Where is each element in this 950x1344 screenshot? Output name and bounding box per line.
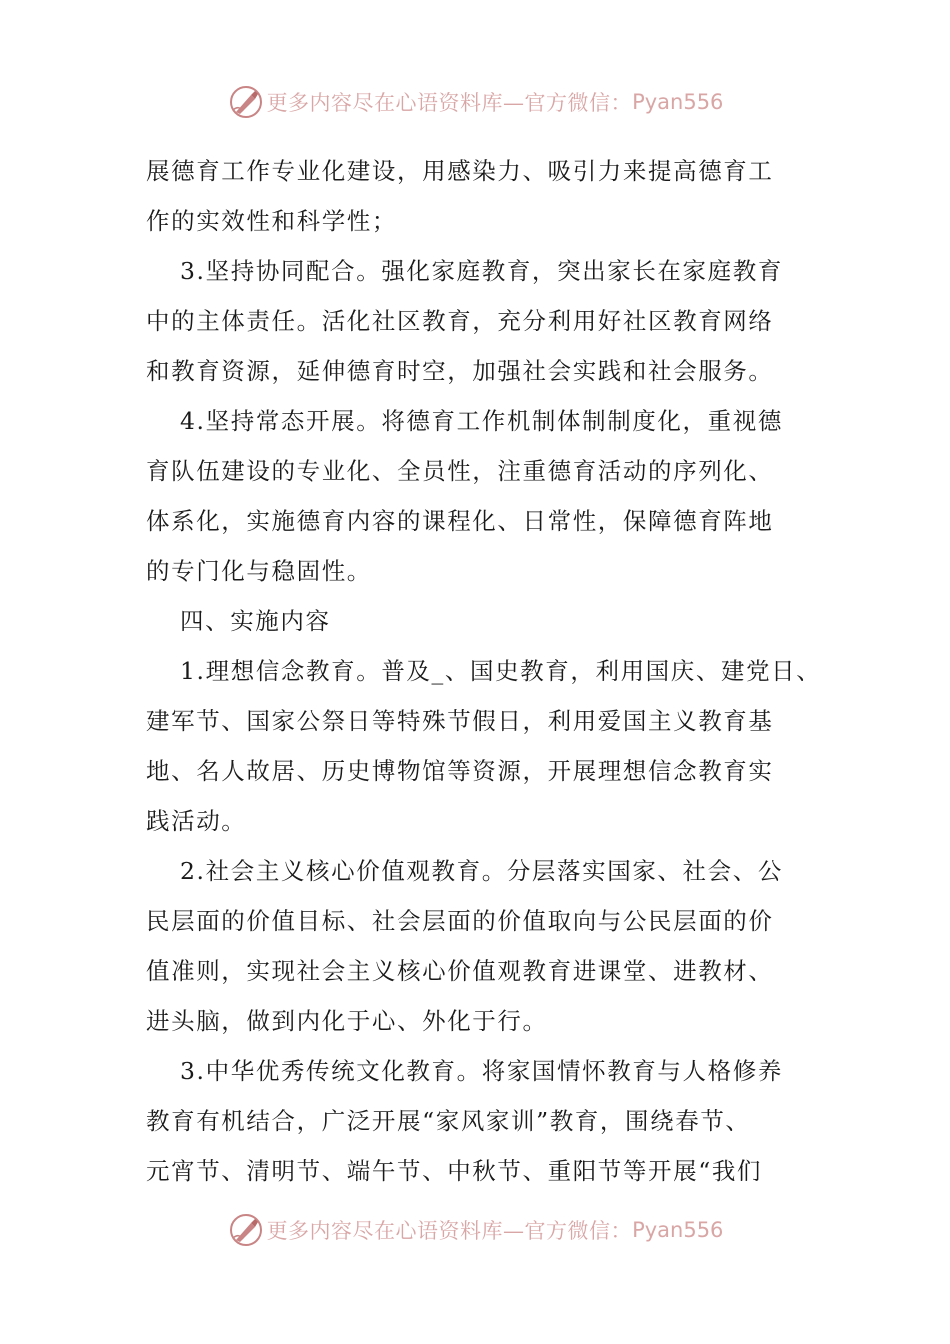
banner-text: 更多内容尽在心语资料库—官方微信： xyxy=(266,91,633,115)
text-line: 进头脑，做到内化于心、外化于行。 xyxy=(146,1007,548,1035)
banner-text: 更多内容尽在心语资料库—官方微信： xyxy=(266,1219,633,1243)
text-line: 中的主体责任。活化社区教育，充分利用好社区教育网络 xyxy=(146,307,774,335)
footer-watermark-banner xyxy=(0,1208,950,1252)
text-line: 育队伍建设的专业化、全员性，注重德育活动的序列化、 xyxy=(146,457,774,485)
text-line: 践活动。 xyxy=(146,807,247,835)
text-line: 民层面的价值目标、社会层面的价值取向与公民层面的价 xyxy=(146,907,774,935)
text-line: 教育有机结合，广泛开展“家风家训”教育，围绕春节、 xyxy=(146,1107,751,1135)
pen-nib-logo-icon xyxy=(227,1211,265,1249)
text-line: 元宵节、清明节、端午节、中秋节、重阳节等开展“我们 xyxy=(146,1157,763,1185)
text-line: 3.坚持协同配合。强化家庭教育，突出家长在家庭教育 xyxy=(180,257,783,285)
text-line: 3.中华优秀传统文化教育。将家国情怀教育与人格修养 xyxy=(180,1057,783,1085)
text-line: 展德育工作专业化建设，用感染力、吸引力来提高德育工 xyxy=(146,157,774,185)
document-body xyxy=(146,146,846,1196)
header-watermark-banner xyxy=(0,80,950,124)
text-line: 地、名人故居、历史博物馆等资源，开展理想信念教育实 xyxy=(146,757,774,785)
text-line: 值准则，实现社会主义核心价值观教育进课堂、进教材、 xyxy=(146,957,774,985)
text-line: 和教育资源，延伸德育时空，加强社会实践和社会服务。 xyxy=(146,357,774,385)
text-line: 体系化，实施德育内容的课程化、日常性，保障德育阵地 xyxy=(146,507,774,535)
text-line: 作的实效性和科学性； xyxy=(146,207,397,235)
text-line: 4.坚持常态开展。将德育工作机制体制制度化，重视德 xyxy=(180,407,783,435)
pen-nib-logo-icon xyxy=(227,83,265,121)
text-line: 建军节、国家公祭日等特殊节假日，利用爱国主义教育基 xyxy=(146,707,774,735)
text-line: 1.理想信念教育。普及_、国史教育，利用国庆、建党日、 xyxy=(180,657,822,685)
banner-wechat-handle: Pyan556 xyxy=(632,90,724,114)
text-line: 2.社会主义核心价值观教育。分层落实国家、社会、公 xyxy=(180,857,783,885)
text-line: 的专门化与稳固性。 xyxy=(146,557,372,585)
text-line: 四、实施内容 xyxy=(180,607,331,635)
banner-wechat-handle: Pyan556 xyxy=(632,1218,724,1242)
